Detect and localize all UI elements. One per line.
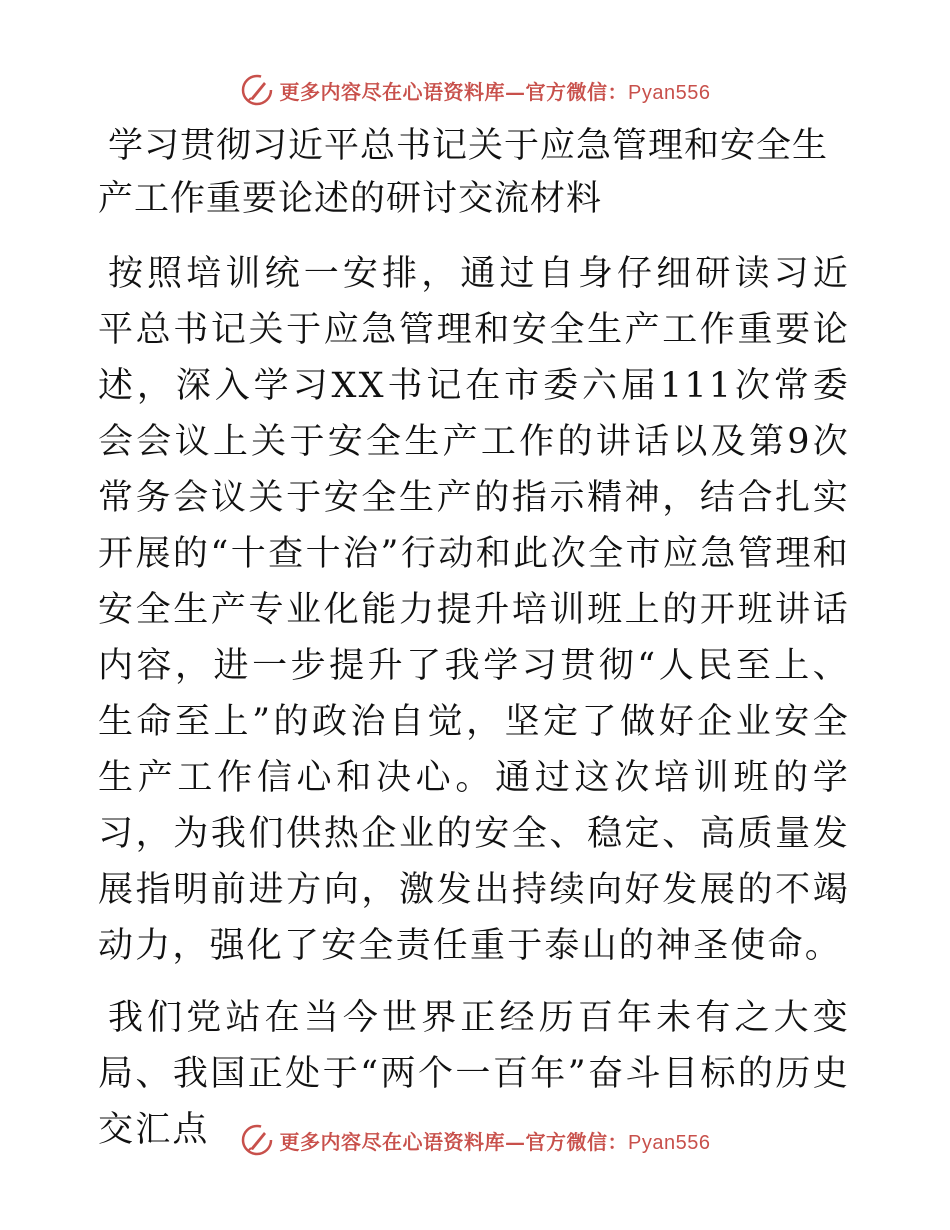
watermark-separator: — — [505, 79, 526, 104]
watermark-separator: — — [505, 1129, 526, 1154]
watermark-site-text: 更多内容尽在心语资料库 — [279, 79, 506, 104]
quill-pen-circle-icon — [240, 73, 274, 107]
watermark-text — [280, 1126, 711, 1155]
document-body — [98, 120, 850, 1174]
paragraph-2: 我们党站在当今世界正经历百年未有之大变局、我国正处于“两个一百年”奋斗目标的历史交汇点 — [98, 998, 850, 1150]
watermark-wechat-label: 官方微信： — [525, 79, 629, 104]
document-title: 学习贯彻习近平总书记关于应急管理和安全生产工作重要论述的研讨交流材料 — [98, 126, 829, 219]
watermark-wechat-id: Pyan556 — [628, 1131, 711, 1154]
watermark-banner-top — [0, 70, 950, 110]
paragraph-1: 按照培训统一安排，通过自身仔细研读习近平总书记关于应急管理和安全生产工作重要论述，深入学习XX书记在市委六届111次常委会会议上关于安全生产工作的讲话以及第9次常务会议关于安全生产的指示精神，结合扎实开展的“十查十治”行动和此次全市应急管理和安全生产专业化能力提升培训班上的开班讲话内容，进一步提升了我学习贯彻“人民至上、生命至上”的政治自觉，坚定了做好企业安全生产工作信心和决心。通过这次培训班的学习，为我们供热企业的安全、稳定、高质量发展指明前进方向，激发出持续向好发展的不竭动力，强化了安全责任重于泰山的神圣使命。 — [98, 254, 850, 966]
watermark-site-text: 更多内容尽在心语资料库 — [279, 1129, 506, 1154]
watermark-wechat-label: 官方微信： — [525, 1129, 629, 1154]
watermark-banner-bottom — [0, 1120, 950, 1160]
watermark-wechat-id: Pyan556 — [628, 81, 711, 104]
watermark-text — [280, 76, 711, 105]
quill-pen-circle-icon — [240, 1123, 274, 1157]
